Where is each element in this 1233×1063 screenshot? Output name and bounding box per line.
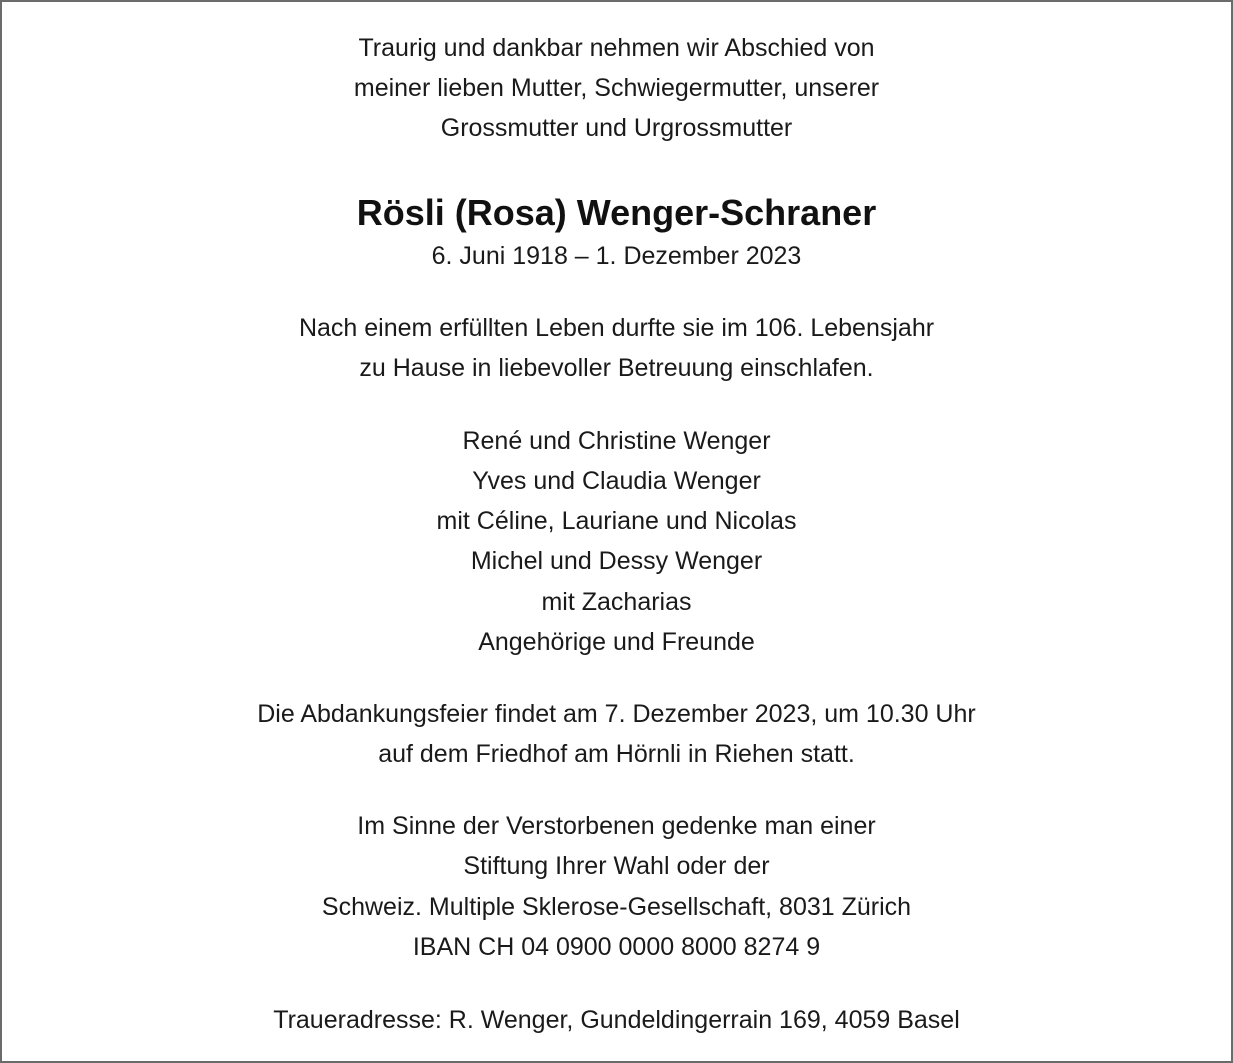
mourner-line: Yves und Claudia Wenger [472,467,761,495]
donation-line-1: Im Sinne der Verstorbenen gedenke man einer [357,812,876,840]
intro-line-3: Grossmutter und Urgrossmutter [440,114,793,142]
life-dates: 6. Juni 1918 – 1. Dezember 2023 [431,242,802,270]
donation-line-3: Schweiz. Multiple Sklerose-Gesellschaft, 8031 Zürich [321,893,912,921]
ceremony-line-2: auf dem Friedhof am Hörnli in Riehen statt. [378,740,855,768]
intro-line-2: meiner lieben Mutter, Schwiegermutter, unserer [353,74,880,102]
mourner-line: Michel und Dessy Wenger [470,547,763,575]
mourner-line: mit Zacharias [541,588,692,616]
message-line-1: Nach einem erfüllten Leben durfte sie im 106. Lebensjahr [298,314,935,342]
mourner-line: mit Céline, Lauriane und Nicolas [436,507,797,535]
ceremony-line-1: Die Abdankungsfeier findet am 7. Dezember 2023, um 10.30 Uhr [257,700,976,728]
mourner-line: René und Christine Wenger [462,427,771,455]
message-line-2: zu Hause in liebevoller Betreuung einschlafen. [359,354,874,382]
intro-line-1: Traurig und dankbar nehmen wir Abschied von [358,34,875,62]
donation-line-2: Stiftung Ihrer Wahl oder der [463,852,770,880]
mourner-line: Angehörige und Freunde [478,628,755,656]
iban-line: IBAN CH 04 0900 0000 8000 8274 9 [412,933,821,961]
mourning-address: Traueradresse: R. Wenger, Gundeldingerrain 169, 4059 Basel [273,1006,960,1034]
deceased-name: Rösli (Rosa) Wenger-Schraner [356,192,877,233]
